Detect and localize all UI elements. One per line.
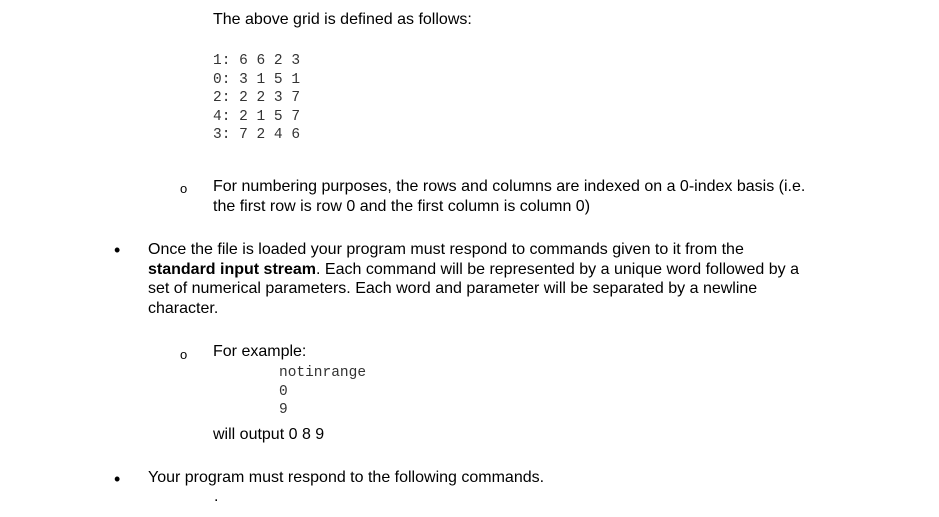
code-line: 9 [279, 402, 288, 419]
numbering-note-line: the first row is row 0 and the first column is column 0) [213, 197, 591, 215]
example-label: For example: [213, 343, 307, 360]
commands-intro-line: Once the file is loaded your program must respond to commands given to it from the [148, 241, 744, 258]
sub-bullet-marker: o [180, 181, 188, 196]
code-line: 0 [279, 383, 288, 400]
numbering-note-line: For numbering purposes, the rows and columns are indexed on a 0-index basis (i.e. [213, 178, 806, 195]
respond-note: Your program must respond to the following commands. [148, 469, 545, 486]
commands-intro [148, 240, 799, 318]
bullet-marker: • [114, 240, 121, 260]
grid-row: 2: 2 2 3 7 [213, 90, 301, 107]
commands-intro-line [148, 260, 799, 280]
grid-row: 0: 3 1 5 1 [213, 71, 301, 88]
example-output: will output 0 8 9 [213, 426, 325, 443]
commands-intro-line: character. [148, 299, 219, 317]
example-code [279, 364, 366, 420]
sub-bullet-marker: o [180, 347, 188, 362]
grid-row: 4: 2 1 5 7 [213, 108, 301, 125]
grid-listing [213, 52, 300, 145]
standard-input-stream: standard input stream [148, 260, 317, 278]
code-line: notinrange [279, 365, 367, 381]
commands-intro-line: set of numerical parameters. Each word and parameter will be separated by a newline [148, 280, 758, 297]
grid-row: 1: 6 6 2 3 [213, 53, 301, 69]
trailing-dot: . [214, 488, 219, 505]
grid-row: 3: 7 2 4 6 [213, 127, 301, 144]
commands-intro-rest: . Each command will be represented by a unique word followed by a [316, 260, 799, 278]
bullet-marker: • [114, 469, 121, 489]
numbering-note [213, 177, 805, 216]
grid-intro: The above grid is defined as follows: [213, 11, 472, 28]
